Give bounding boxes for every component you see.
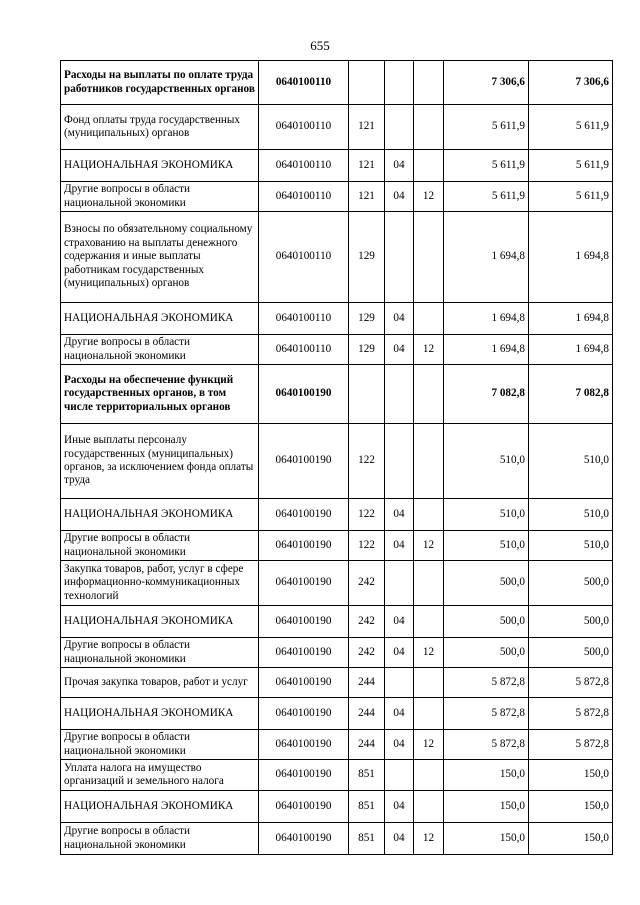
- row-expense-type-cell: 121: [349, 182, 385, 212]
- table-row: [61, 606, 613, 638]
- row-name-cell: Уплата налога на имущество организаций и земельного налога: [61, 760, 259, 791]
- budget-table: [60, 60, 613, 855]
- row-section-cell: [385, 61, 414, 105]
- table-row: [61, 760, 613, 791]
- row-section-cell: 04: [385, 499, 414, 531]
- row-expense-type-cell: 122: [349, 531, 385, 561]
- row-sum-2-cell: 1 694,8: [529, 212, 613, 303]
- row-sum-1-cell: 150,0: [444, 791, 529, 823]
- table-row: [61, 638, 613, 668]
- row-sum-1-cell: 500,0: [444, 606, 529, 638]
- row-sum-1-cell: 5 872,8: [444, 668, 529, 698]
- row-code-cell: 0640100190: [259, 791, 349, 823]
- budget-table-body: [61, 61, 613, 855]
- table-row: [61, 182, 613, 212]
- row-sum-2-cell: 500,0: [529, 606, 613, 638]
- row-subsection-cell: [414, 424, 444, 499]
- row-sum-1-cell: 510,0: [444, 499, 529, 531]
- row-name-cell: НАЦИОНАЛЬНАЯ ЭКОНОМИКА: [61, 499, 259, 531]
- row-sum-1-cell: 7 306,6: [444, 61, 529, 105]
- row-sum-2-cell: 5 611,9: [529, 105, 613, 150]
- row-code-cell: 0640100110: [259, 303, 349, 335]
- table-row: [61, 531, 613, 561]
- table-row: [61, 303, 613, 335]
- row-sum-2-cell: 5 872,8: [529, 698, 613, 730]
- table-row: [61, 730, 613, 760]
- table-row: [61, 105, 613, 150]
- row-subsection-cell: [414, 303, 444, 335]
- row-section-cell: 04: [385, 791, 414, 823]
- row-code-cell: 0640100190: [259, 730, 349, 760]
- table-row: [61, 150, 613, 182]
- row-section-cell: 04: [385, 335, 414, 365]
- row-name-cell: Взносы по обязательному социальному страхованию на выплаты денежного содержания и иные выплаты работникам государственных (муниципальных) органов: [61, 212, 259, 303]
- row-expense-type-cell: [349, 61, 385, 105]
- row-sum-1-cell: 5 611,9: [444, 150, 529, 182]
- row-sum-2-cell: 5 872,8: [529, 730, 613, 760]
- row-sum-1-cell: 150,0: [444, 823, 529, 855]
- row-section-cell: 04: [385, 150, 414, 182]
- row-subsection-cell: [414, 791, 444, 823]
- row-name-cell: НАЦИОНАЛЬНАЯ ЭКОНОМИКА: [61, 303, 259, 335]
- row-name-cell: Закупка товаров, работ, услуг в сфере информационно-коммуникационных технологий: [61, 561, 259, 606]
- row-sum-2-cell: 5 872,8: [529, 668, 613, 698]
- row-section-cell: [385, 760, 414, 791]
- row-name-cell: Прочая закупка товаров, работ и услуг: [61, 668, 259, 698]
- row-expense-type-cell: 129: [349, 212, 385, 303]
- row-sum-1-cell: 5 872,8: [444, 698, 529, 730]
- row-code-cell: 0640100110: [259, 61, 349, 105]
- row-expense-type-cell: 122: [349, 424, 385, 499]
- row-subsection-cell: [414, 212, 444, 303]
- row-name-cell: Другие вопросы в области национальной экономики: [61, 531, 259, 561]
- table-row: [61, 499, 613, 531]
- row-sum-1-cell: 5 872,8: [444, 730, 529, 760]
- row-code-cell: 0640100110: [259, 150, 349, 182]
- table-row: [61, 823, 613, 855]
- row-code-cell: 0640100190: [259, 561, 349, 606]
- row-sum-2-cell: 7 082,8: [529, 365, 613, 424]
- table-row: [61, 61, 613, 105]
- row-code-cell: 0640100190: [259, 638, 349, 668]
- row-sum-2-cell: 500,0: [529, 561, 613, 606]
- row-code-cell: 0640100110: [259, 182, 349, 212]
- row-expense-type-cell: 851: [349, 791, 385, 823]
- row-code-cell: 0640100190: [259, 668, 349, 698]
- row-name-cell: Другие вопросы в области национальной экономики: [61, 730, 259, 760]
- row-sum-1-cell: 1 694,8: [444, 212, 529, 303]
- row-sum-1-cell: 5 611,9: [444, 182, 529, 212]
- row-subsection-cell: [414, 698, 444, 730]
- row-sum-1-cell: 7 082,8: [444, 365, 529, 424]
- row-code-cell: 0640100190: [259, 531, 349, 561]
- table-row: [61, 698, 613, 730]
- row-subsection-cell: 12: [414, 638, 444, 668]
- row-sum-2-cell: 150,0: [529, 760, 613, 791]
- row-code-cell: 0640100190: [259, 698, 349, 730]
- row-expense-type-cell: 242: [349, 606, 385, 638]
- row-sum-1-cell: 1 694,8: [444, 335, 529, 365]
- row-expense-type-cell: 244: [349, 730, 385, 760]
- row-code-cell: 0640100190: [259, 823, 349, 855]
- row-sum-1-cell: 500,0: [444, 638, 529, 668]
- row-expense-type-cell: 242: [349, 638, 385, 668]
- row-sum-2-cell: 510,0: [529, 424, 613, 499]
- row-subsection-cell: [414, 561, 444, 606]
- row-code-cell: 0640100110: [259, 105, 349, 150]
- row-section-cell: [385, 212, 414, 303]
- row-name-cell: Расходы на обеспечение функций государственных органов, в том числе территориальных органов: [61, 365, 259, 424]
- row-name-cell: НАЦИОНАЛЬНАЯ ЭКОНОМИКА: [61, 791, 259, 823]
- row-sum-2-cell: 500,0: [529, 638, 613, 668]
- row-subsection-cell: 12: [414, 730, 444, 760]
- row-subsection-cell: [414, 668, 444, 698]
- row-expense-type-cell: 851: [349, 760, 385, 791]
- row-name-cell: Другие вопросы в области национальной экономики: [61, 638, 259, 668]
- row-code-cell: 0640100110: [259, 212, 349, 303]
- table-row: [61, 424, 613, 499]
- row-sum-2-cell: 5 611,9: [529, 150, 613, 182]
- row-sum-2-cell: 510,0: [529, 499, 613, 531]
- row-sum-1-cell: 510,0: [444, 424, 529, 499]
- row-sum-1-cell: 5 611,9: [444, 105, 529, 150]
- row-name-cell: НАЦИОНАЛЬНАЯ ЭКОНОМИКА: [61, 150, 259, 182]
- row-sum-2-cell: 1 694,8: [529, 335, 613, 365]
- row-subsection-cell: [414, 499, 444, 531]
- row-section-cell: [385, 668, 414, 698]
- row-code-cell: 0640100190: [259, 424, 349, 499]
- row-sum-2-cell: 150,0: [529, 823, 613, 855]
- row-sum-2-cell: 510,0: [529, 531, 613, 561]
- table-row: [61, 335, 613, 365]
- row-subsection-cell: [414, 150, 444, 182]
- row-name-cell: Иные выплаты персоналу государственных (муниципальных) органов, за исключением фонда оплаты труда: [61, 424, 259, 499]
- row-code-cell: 0640100190: [259, 606, 349, 638]
- table-row: [61, 212, 613, 303]
- row-section-cell: 04: [385, 698, 414, 730]
- row-section-cell: [385, 424, 414, 499]
- row-subsection-cell: [414, 105, 444, 150]
- row-name-cell: Другие вопросы в области национальной экономики: [61, 335, 259, 365]
- row-expense-type-cell: 129: [349, 335, 385, 365]
- row-subsection-cell: [414, 606, 444, 638]
- page-number: 655: [310, 38, 330, 53]
- table-row: [61, 791, 613, 823]
- row-section-cell: 04: [385, 606, 414, 638]
- row-section-cell: 04: [385, 303, 414, 335]
- table-row: [61, 668, 613, 698]
- row-section-cell: 04: [385, 182, 414, 212]
- row-subsection-cell: [414, 61, 444, 105]
- row-expense-type-cell: 121: [349, 105, 385, 150]
- row-section-cell: 04: [385, 823, 414, 855]
- row-name-cell: Другие вопросы в области национальной экономики: [61, 823, 259, 855]
- row-sum-2-cell: 7 306,6: [529, 61, 613, 105]
- row-expense-type-cell: [349, 365, 385, 424]
- row-expense-type-cell: 122: [349, 499, 385, 531]
- row-subsection-cell: 12: [414, 531, 444, 561]
- row-section-cell: 04: [385, 638, 414, 668]
- row-subsection-cell: 12: [414, 823, 444, 855]
- row-expense-type-cell: 244: [349, 668, 385, 698]
- row-sum-2-cell: 1 694,8: [529, 303, 613, 335]
- row-name-cell: НАЦИОНАЛЬНАЯ ЭКОНОМИКА: [61, 698, 259, 730]
- row-code-cell: 0640100190: [259, 760, 349, 791]
- row-section-cell: [385, 365, 414, 424]
- row-sum-1-cell: 500,0: [444, 561, 529, 606]
- row-expense-type-cell: 242: [349, 561, 385, 606]
- row-name-cell: НАЦИОНАЛЬНАЯ ЭКОНОМИКА: [61, 606, 259, 638]
- row-section-cell: 04: [385, 531, 414, 561]
- row-name-cell: Другие вопросы в области национальной экономики: [61, 182, 259, 212]
- row-subsection-cell: 12: [414, 335, 444, 365]
- row-section-cell: [385, 105, 414, 150]
- row-subsection-cell: 12: [414, 182, 444, 212]
- table-row: [61, 561, 613, 606]
- row-section-cell: [385, 561, 414, 606]
- row-section-cell: 04: [385, 730, 414, 760]
- row-sum-2-cell: 150,0: [529, 791, 613, 823]
- row-name-cell: Расходы на выплаты по оплате труда работников государственных органов: [61, 61, 259, 105]
- row-code-cell: 0640100190: [259, 365, 349, 424]
- row-subsection-cell: [414, 365, 444, 424]
- row-expense-type-cell: 121: [349, 150, 385, 182]
- row-sum-1-cell: 1 694,8: [444, 303, 529, 335]
- row-sum-1-cell: 150,0: [444, 760, 529, 791]
- row-sum-2-cell: 5 611,9: [529, 182, 613, 212]
- row-expense-type-cell: 129: [349, 303, 385, 335]
- row-subsection-cell: [414, 760, 444, 791]
- row-code-cell: 0640100110: [259, 335, 349, 365]
- row-name-cell: Фонд оплаты труда государственных (муниципальных) органов: [61, 105, 259, 150]
- row-sum-1-cell: 510,0: [444, 531, 529, 561]
- table-row: [61, 365, 613, 424]
- row-code-cell: 0640100190: [259, 499, 349, 531]
- row-expense-type-cell: 244: [349, 698, 385, 730]
- row-expense-type-cell: 851: [349, 823, 385, 855]
